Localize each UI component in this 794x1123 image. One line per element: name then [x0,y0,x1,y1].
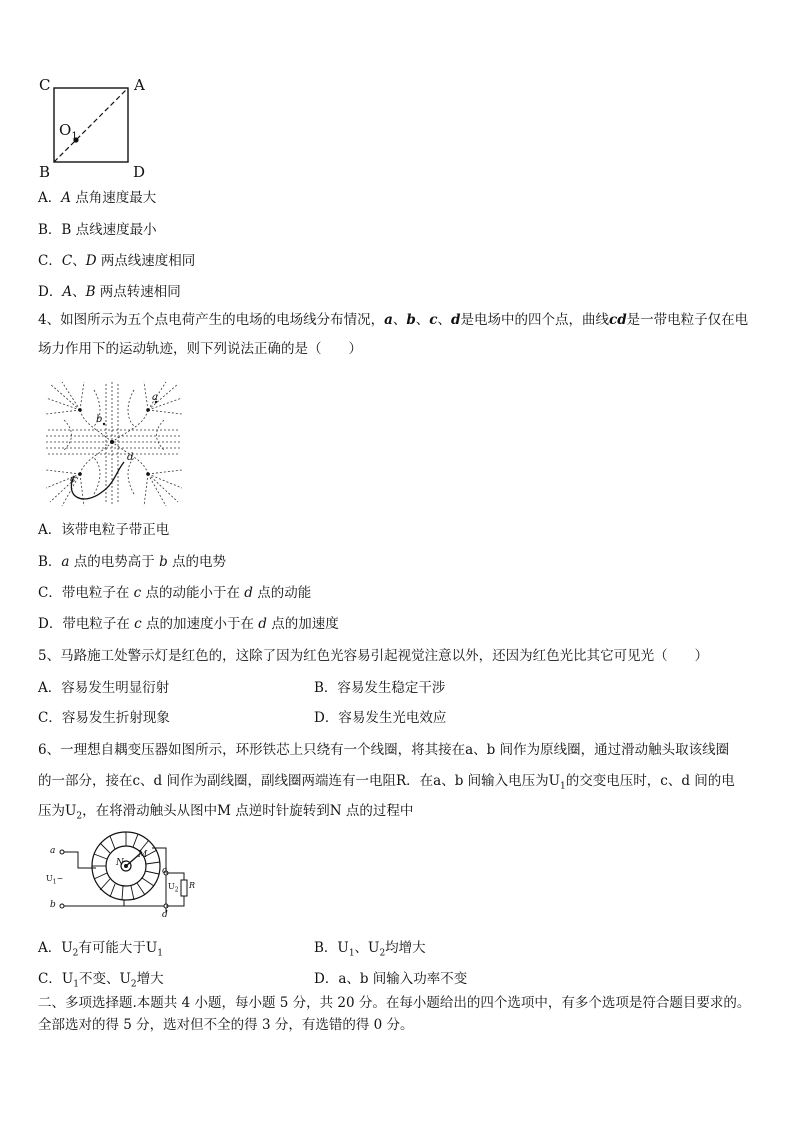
q4-stem: 4、如图所示为五个点电荷产生的电场的电场线分布情况，a、b、c、d是电场中的四个点，曲线cd是一带电粒子仅在电场力作用下的运动轨迹，则下列说法正确的是（ ） [38,312,749,357]
q5-option-b[interactable]: B．容易发生稳定干涉 [314,680,446,696]
autotransformer-diagram [44,828,214,918]
fig6-label-M: M [138,850,148,860]
q6-option-a[interactable]: A．$U_2$有可能大于$U_1$ [38,940,163,959]
fig6-label-b: b [50,900,56,910]
q6-stem-line3: 压为$U_2$，在将滑动触头从图中M 点逆时针旋转到N 点的过程中 [38,803,414,822]
fig6-label-R: R [189,881,196,890]
q6-stem-line1: 6、一理想自耦变压器如图所示，环形铁芯上只绕有一个线圈，将其接在a、b 间作为原线圈，通过滑动触头取该线圈 [38,742,730,758]
label-C: C [39,76,51,94]
label-B: B [39,163,51,181]
label-O1: $O_1$ [59,121,78,142]
q5-option-c[interactable]: C．容易发生折射现象 [38,710,170,726]
q4-option-a[interactable]: A．该带电粒子带正电 [38,522,170,538]
fig-label-b: b [96,414,103,425]
q4-option-d[interactable]: D．带电粒子在 c 点的加速度小于在 d 点的加速度 [38,616,339,632]
section2-instructions: 二、多项选择题.本题共 4 小题，每小题 5 分，共 20 分。在每小题给出的四个选项中，有多个选项是符合题目要求的。全部选对的得 5 分，选对但不全的得 3 分，有选错的得 0 分。 [38,995,751,1033]
fig6-label-a: a [50,846,56,856]
q6-option-b[interactable]: B．$U_1$、$U_2$均增大 [314,940,426,959]
fig6-label-U1: $U_1\sim$ [46,874,64,886]
q3-option-c[interactable]: C．C、D 两点线速度相同 [38,253,196,269]
fig6-label-c: c [162,866,168,876]
q3-option-a[interactable]: A．A 点角速度最大 [38,190,157,206]
label-A: A [134,76,145,94]
q5-option-a[interactable]: A．容易发生明显衍射 [38,680,170,696]
fig-label-d: d [127,452,134,463]
fig-label-a: a [152,392,158,403]
fig6-label-d: d [162,910,168,920]
q3-option-b[interactable]: B．B 点线速度最小 [38,222,157,238]
field-lines-diagram [44,380,184,510]
label-D: D [133,163,146,181]
fig-label-c: c [70,474,76,485]
q4-option-b[interactable]: B．a 点的电势高于 b 点的电势 [38,554,227,570]
q5-option-d[interactable]: D．容易发生光电效应 [314,710,447,726]
q5-stem: 5、马路施工处警示灯是红色的，这除了因为红色光容易引起视觉注意以外，还因为红色光比其它可见光（ ） [38,648,709,664]
fig6-label-U2: $U_2$ [168,882,179,894]
q4-option-c[interactable]: C．带电粒子在 c 点的动能小于在 d 点的动能 [38,585,312,601]
q6-option-c[interactable]: C．$U_1$不变、$U_2$增大 [38,971,164,990]
fig6-label-N: N [116,858,124,868]
q6-option-d[interactable]: D．a、b 间输入功率不变 [314,971,468,987]
q3-option-d[interactable]: D．A、B 两点转速相同 [38,284,181,300]
q6-stem-line2: 的一部分，接在c、d 间作为副线圈，副线圈两端连有一电阻R．在a、b 间输入电压为$U_1$的交变电压时，c、d 间的电 [38,773,735,792]
